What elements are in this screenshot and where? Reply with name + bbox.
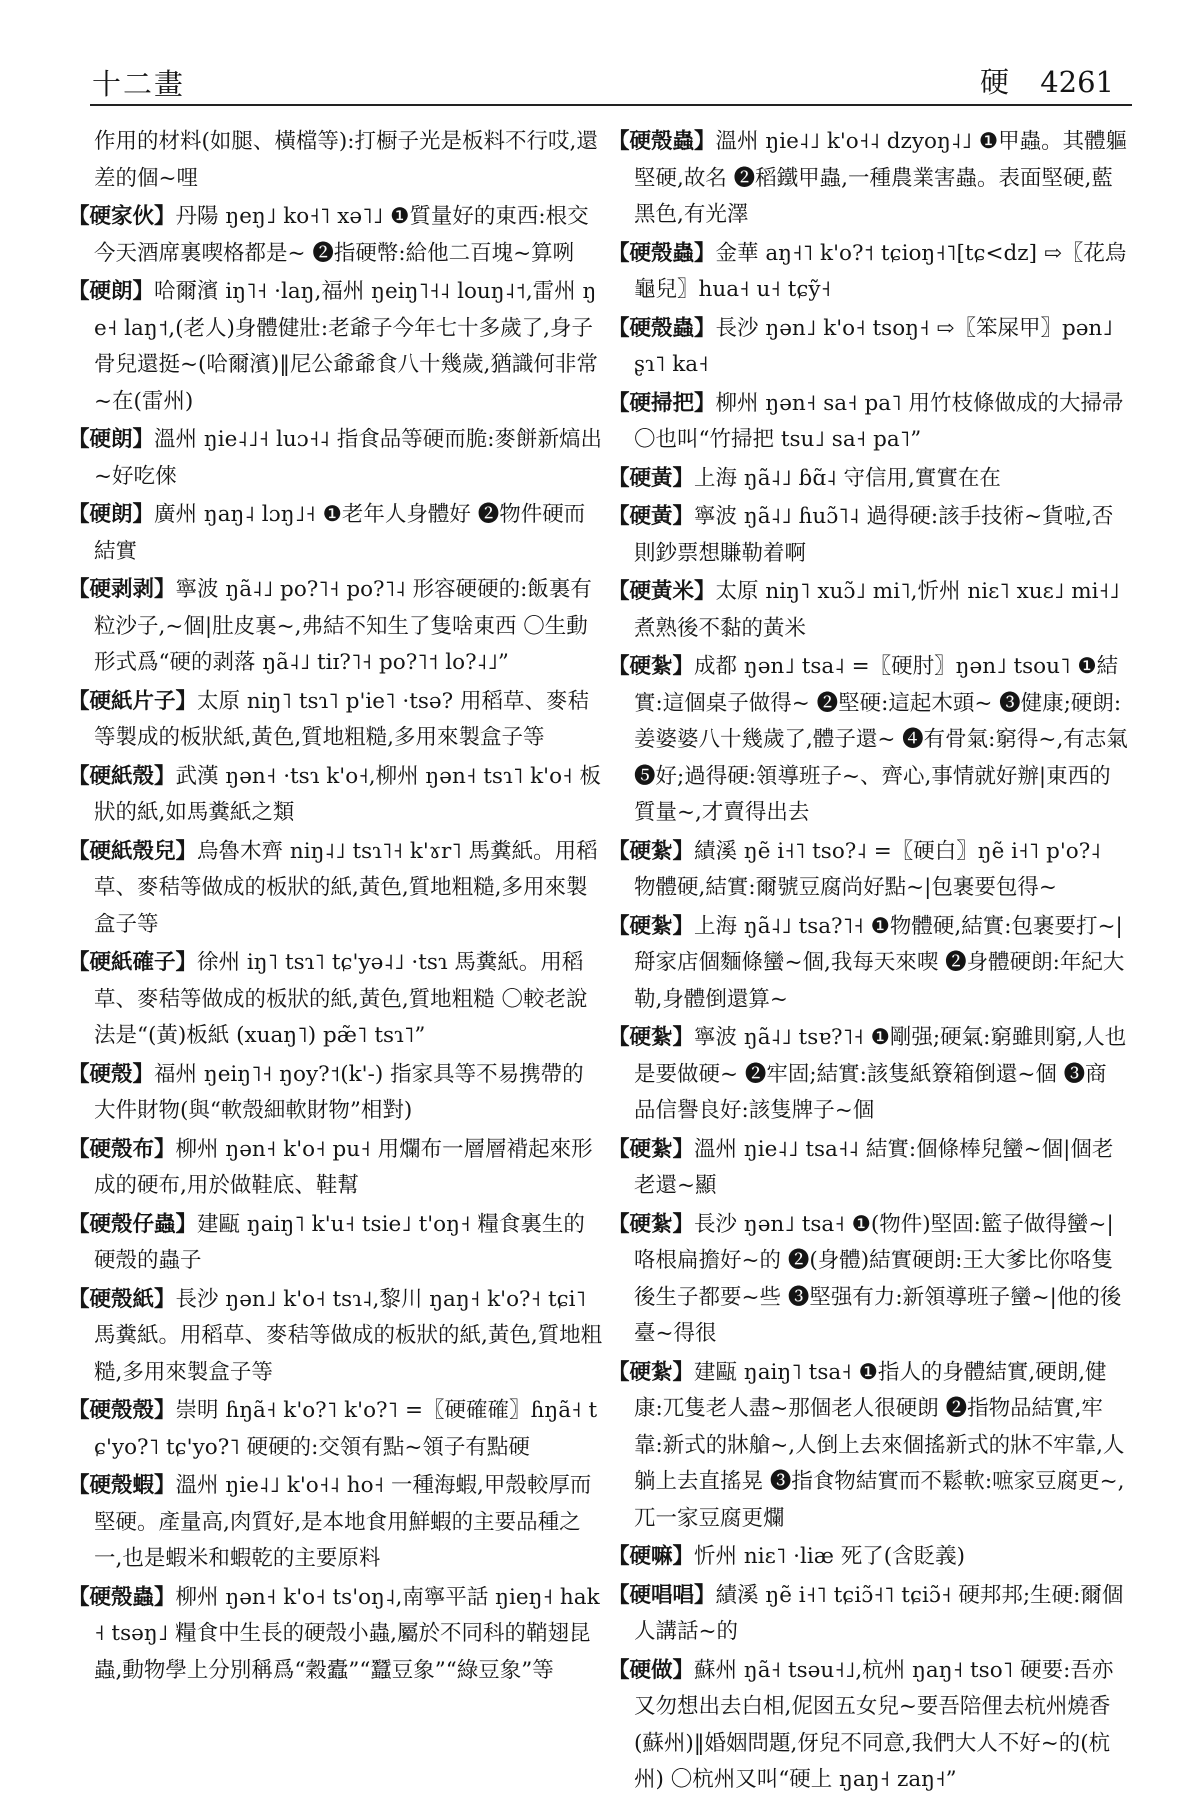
entry-headword: 【硬朗】: [68, 279, 155, 304]
entry-headword: 【硬紮】: [608, 1359, 695, 1385]
dictionary-entry: [68, 1468, 604, 1578]
entry-headword: 【硬殼】: [68, 1061, 155, 1087]
entry-body: 哈爾濱 iŋ˥˧ ·laŋ,福州 ŋeiŋ˥˧˨ louŋ˨˦,雷州 ŋe˧ laŋ˦,(老人)身體健壯:老爺子今年七十多歲了,身子骨兒還挺~(哈爾濱)‖尼公爺爺食八十幾歲,猶識何非常~在(雷州): [94, 279, 598, 414]
entry-body: 金華 aŋ˧˥ k'o?˦ tɕioŋ˧˥[tɕ<dz] ⇨〖花烏龜兒〗hua˧ u˧ tɕỹ˧: [634, 240, 1127, 302]
entry-body: 福州 ŋeiŋ˥˧ ŋoy?˦(k'-) 指家具等不易携帶的大件財物(與“軟殼細軟財物”相對): [94, 1061, 584, 1123]
entry-headword: 【硬殼蟲】: [608, 315, 716, 341]
dictionary-entry: [68, 1393, 604, 1466]
dictionary-entry: [608, 1020, 1128, 1130]
dictionary-entry: [608, 1578, 1128, 1651]
entry-headword: 【硬紙片子】: [68, 688, 198, 714]
entry-body: 忻州 niɛ˥ ·liæ 死了(含貶義): [694, 1544, 966, 1569]
entry-body: 徐州 iŋ˥ tsɿ˥ tɕ'yə˨˩ ·tsɿ 馬糞紙。用稻草、麥秸等做成的板狀的紙,黃色,質地粗糙 〇較老說法是“(黃)板紙 (xuaŋ˥) pæ̃˥ tsɿ˥”: [94, 950, 588, 1048]
dictionary-entry: [68, 1207, 604, 1280]
entry-body: 崇明 ɦŋã˧ k'o?˥ k'o?˥ =〖硬確確〗ɦŋã˧ tɕ'yo?˥ tɕ'yo?˥ 硬硬的:交領有點~領子有點硬: [94, 1398, 598, 1460]
entry-body: 建甌 ŋaiŋ˥ tsa˧ ❶指人的身體結實,硬朗,健康:兀隻老人盡~那個老人很硬朗 ❷指物品結實,牢靠:新式的牀艙~,人倒上去來個搖新式的牀不牢靠,人躺上去直搖晃 ❸指食物結實而不鬆軟:嗻家豆腐更~,兀一家豆腐更爛: [634, 1359, 1125, 1531]
entry-headword: 【硬紮】: [608, 838, 695, 864]
entry-headword: 【硬殼蟲】: [608, 240, 716, 266]
entry-body: 上海 ŋã˨˩ tsa?˥˧ ❶物體硬,結實:包裹要打~|搿家店個麵條蠻~個,我每天來喫 ❷身體硬朗:年紀大勒,身體倒還算~: [634, 913, 1125, 1012]
entry-headword: 【硬殼紙】: [68, 1286, 176, 1312]
entry-body: 成都 ŋən˩ tsa˨ =〖硬肘〗ŋən˩ tsou˥ ❶結實:這個桌子做得~ ❷堅硬:這起木頭~ ❸健康;硬朗:姜婆婆八十幾歲了,體子還~ ❹有骨氣:窮得~,有志氣 ❺好;過得硬:領導班子~、齊心,事情就好辦|東西的質量~,才賣得出去: [634, 654, 1128, 825]
entry-headword: 【硬紮】: [608, 913, 695, 939]
entry-headword: 【硬剥剥】: [68, 577, 176, 602]
entry-body: 太原 niŋ˥ tsɿ˥ p'ie˥ ·tsə? 用稻草、麥秸等製成的板狀紙,黃色,質地粗糙,多用來製盒子等: [94, 688, 590, 750]
dictionary-entry: [608, 909, 1128, 1019]
entry-body: 寧波 ŋã˨˩ ɦuɔ̃˥˨ 過得硬:該手技術~貨啦,否則鈔票想賺勒着啊: [634, 504, 1114, 566]
entry-headword: 【硬做】: [608, 1657, 695, 1683]
dictionary-entry: [608, 311, 1128, 384]
entry-headword: 【硬嘛】: [608, 1544, 695, 1569]
entry-headword: 【硬殼殼】: [68, 1398, 176, 1423]
entry-body: 長沙 ŋən˩ tsa˧ ❶(物件)堅固:籃子做得蠻~|咯根扁擔好~的 ❷(身體)結實硬朗:王大爹比你咯隻後生子都要~些 ❸堅强有力:新領導班子蠻~|他的後臺~得很: [634, 1211, 1122, 1346]
dictionary-entry: [68, 1057, 604, 1130]
entry-body: 績溪 ŋẽ i˧˥ tso?˨ =〖硬白〗ŋẽ i˧˥ p'o?˨ 物體硬,結實:爾號豆腐尚好點~|包裹要包得~: [634, 838, 1101, 900]
dictionary-entry: [608, 1132, 1128, 1205]
entry-body: 上海 ŋã˨˩ ɓɑ̃˨ 守信用,實實在在: [694, 465, 1001, 491]
entry-body: 建甌 ŋaiŋ˥ k'u˧ tsie˩ t'oŋ˧ 糧食裏生的硬殼的蟲子: [94, 1211, 585, 1273]
dictionary-entry: [608, 1355, 1128, 1538]
dictionary-entry: [608, 386, 1128, 459]
entry-body: 廣州 ŋaŋ˨ lɔŋ˩˧ ❶老年人身體好 ❷物件硬而結實: [94, 502, 586, 564]
entry-headword: 【硬朗】: [68, 427, 155, 452]
dictionary-entry: [68, 274, 604, 420]
entry-headword: 【硬家伙】: [68, 204, 176, 229]
dictionary-entry: [608, 124, 1128, 234]
dictionary-entry: [68, 1580, 604, 1690]
header-character: 硬: [979, 65, 1009, 99]
entry-body: 烏魯木齊 niŋ˨˩ tsɿ˥˧ k'ɤr˥ 馬糞紙。用稻草、麥秸等做成的板狀的紙,黃色,質地粗糙,多用來製盒子等: [94, 838, 598, 937]
entry-headword: 【硬殼蟲】: [608, 129, 716, 154]
entry-headword: 【硬朗】: [68, 502, 155, 527]
dictionary-entry: [68, 684, 604, 757]
entry-body: 柳州 ŋən˧ sa˧ pa˥ 用竹枝條做成的大掃帚 〇也叫“竹掃把 tsu˩ sa˧ pa˥”: [634, 390, 1124, 452]
entry-body: 太原 niŋ˥ xuɔ̃˩ mi˥,忻州 niɛ˥ xuɛ˩ mi˧˩ 煮熟後不黏的黃米: [634, 579, 1120, 641]
dictionary-entry: [68, 1132, 604, 1205]
dictionary-entry: [68, 199, 604, 272]
dictionary-entry: [608, 236, 1128, 309]
entry-body: 作用的材料(如腿、橫檔等):打橱子光是板料不行哎,還差的個~哩: [94, 129, 598, 191]
entry-body: 績溪 ŋẽ i˧˥ tɕiɔ̃˧˥ tɕiɔ̃˧ 硬邦邦;生硬:爾個人講話~的: [634, 1582, 1124, 1644]
dictionary-entry: [608, 1207, 1128, 1353]
entry-headword: 【硬殼蝦】: [68, 1473, 176, 1498]
dictionary-entry: [608, 1539, 1128, 1576]
entry-headword: 【硬黃】: [608, 504, 695, 529]
dictionary-entry: [68, 834, 604, 944]
page-number: 4261: [1040, 65, 1114, 99]
entry-headword: 【硬黃】: [608, 465, 695, 491]
entry-headword: 【硬紙殼】: [68, 763, 176, 789]
entry-body: 長沙 ŋən˩ k'o˧ tsoŋ˧ ⇨〖笨屎甲〗pən˩ ʂɿ˥ ka˧: [634, 315, 1113, 377]
entry-body: 寧波 ŋã˨˩ po?˥˧ po?˥˨ 形容硬硬的:飯裏有粒沙子,~個|肚皮裏~,弗結不知生了隻啥東西 〇生動形式爲“硬的剥落 ŋã˨˩ tiɪ?˥˧ po?˥˦ lo?˨˩”: [94, 577, 592, 675]
entry-body: 溫州 ŋie˨˩ tsa˧˨ 結實:個條棒兒蠻~個|個老老還~顯: [634, 1136, 1114, 1198]
entry-headword: 【硬殼布】: [68, 1136, 176, 1162]
entry-headword: 【硬紙確子】: [68, 950, 198, 975]
entry-body: 長沙 ŋən˩ k'o˧ tsɿ˨,黎川 ŋaŋ˧ k'o?˧ tɕi˥ 馬糞紙。用稻草、麥秸等做成的板狀的紙,黃色,質地粗糙,多用來製盒子等: [94, 1286, 603, 1385]
dictionary-entry: [68, 497, 604, 570]
dictionary-entry: [68, 572, 604, 682]
entry-body: 武漢 ŋən˧ ·tsɿ k'o˧,柳州 ŋən˧ tsɿ˥ k'o˧ 板狀的紙,如馬糞紙之類: [94, 763, 601, 825]
entry-headword: 【硬唱唱】: [608, 1582, 716, 1608]
page-header: [90, 58, 1132, 106]
entry-body: 溫州 ŋie˨˩ k'o˧˨ ho˧ 一種海蝦,甲殼較厚而堅硬。產量高,肉質好,是本地食用鮮蝦的主要品種之一,也是蝦米和蝦乾的主要原料: [94, 1473, 592, 1571]
dictionary-entry: [608, 834, 1128, 907]
entry-headword: 【硬掃把】: [608, 390, 716, 416]
dictionary-entry: [68, 759, 604, 832]
entry-body: 溫州 ŋie˨˩ k'o˧˨ dzyoŋ˨˩ ❶甲蟲。其體軀堅硬,故名 ❷稻鐵甲蟲,一種農業害蟲。表面堅硬,藍黑色,有光澤: [634, 129, 1128, 227]
entry-headword: 【硬殼仔蟲】: [68, 1211, 198, 1237]
entry-headword: 【硬紮】: [608, 654, 695, 679]
dictionary-entry: [68, 1282, 604, 1392]
entry-body: 丹陽 ŋeŋ˩ ko˧˥ xə˥˩ ❶質量好的東西:根交今天酒席裏喫格都是~ ❷指硬幣:給他二百塊~算咧: [94, 204, 589, 266]
entry-body: 寧波 ŋã˨˩ tsɐ?˥˧ ❶剛强;硬氣:窮雖則窮,人也是要做硬~ ❷牢固;結實:該隻紙簝箱倒還~個 ❸商品信譽良好:該隻牌子~個: [634, 1025, 1127, 1123]
entry-headword: 【硬紮】: [608, 1136, 695, 1162]
entry-body: 蘇州 ŋã˧ tsəu˧˩,杭州 ŋaŋ˧ tso˥ 硬要:吾亦又勿想出去白相,伲囡五女兒~要吾陪俚去杭州燒香(蘇州)‖婚姻問題,伢兒不同意,我們大人不好~的(杭州) 〇杭州又叫“硬上 ŋaŋ˧ zaŋ˧”: [634, 1657, 1114, 1792]
right-column: [608, 124, 1128, 1792]
dictionary-entry: [608, 1653, 1128, 1799]
dictionary-entry: [68, 124, 604, 197]
header-right: [980, 60, 1114, 101]
entry-body: 溫州 ŋie˨˩˧ luɔ˧˨ 指食品等硬而脆:麥餅新熇出~好吃倈: [94, 427, 602, 489]
dictionary-entry: [608, 649, 1128, 832]
entry-headword: 【硬紙殼兒】: [68, 838, 198, 864]
entry-body: 柳州 ŋən˧ k'o˧ pu˧ 用爛布一層層褙起來形成的硬布,用於做鞋底、鞋幫: [94, 1136, 593, 1198]
dictionary-entry: [68, 945, 604, 1055]
dictionary-entry: [608, 461, 1128, 498]
entry-headword: 【硬紮】: [608, 1211, 695, 1237]
entry-headword: 【硬殼蟲】: [68, 1584, 176, 1610]
entry-body: 柳州 ŋən˧ k'o˧ ts'oŋ˨,南寧平話 ŋieŋ˧ hak˧ tsəŋ˩ 糧食中生長的硬殼小蟲,屬於不同科的鞘翅昆蟲,動物學上分別稱爲“穀蠹”“蠶豆象”“綠豆象”等: [94, 1584, 600, 1683]
left-column: [68, 124, 604, 1704]
dictionary-entry: [608, 574, 1128, 647]
dictionary-entry: [608, 499, 1128, 572]
dictionary-entry: [68, 422, 604, 495]
entry-headword: 【硬黃米】: [608, 579, 716, 604]
entry-headword: 【硬紮】: [608, 1025, 695, 1050]
section-label: 十二畫: [92, 67, 186, 101]
